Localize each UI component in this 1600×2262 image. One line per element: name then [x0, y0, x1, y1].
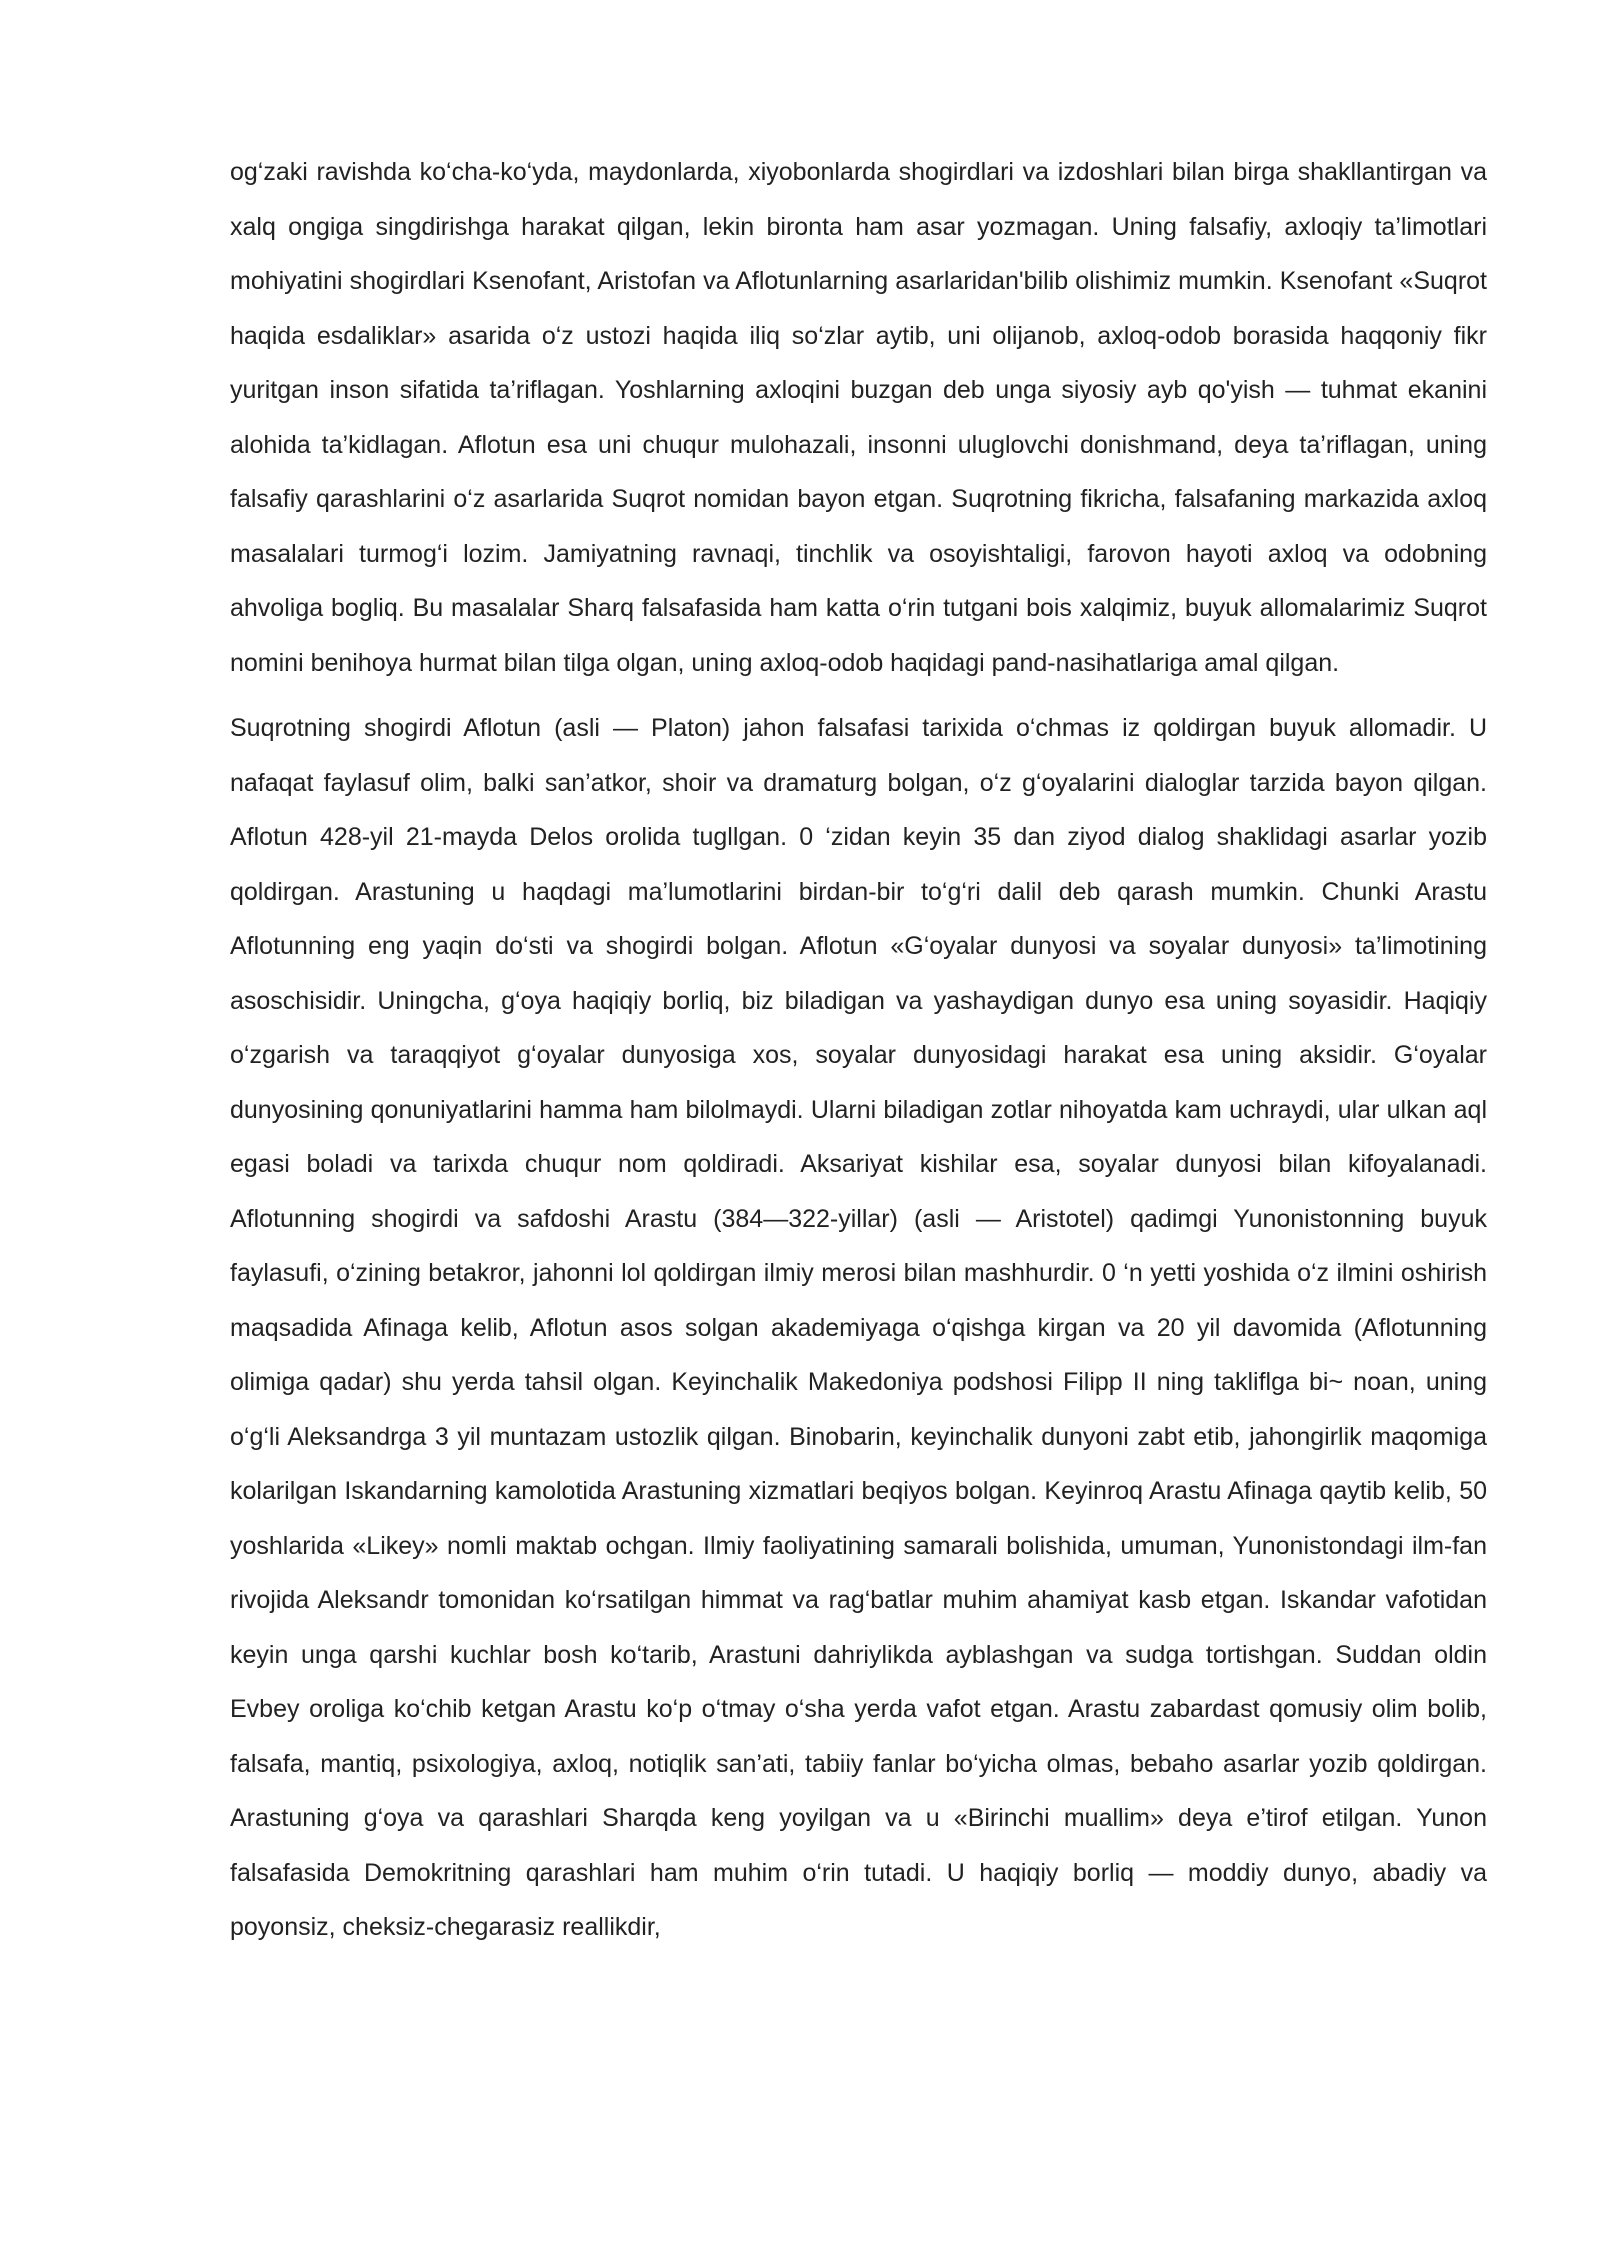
paragraph-aflotun-arastu: Suqrotning shogirdi Aflotun (asli — Platon) jahon falsafasi tarixida o‘chmas iz qoldirgan buyuk allomadir. U nafaqat faylasuf olim, balki san’atkor, shoir va dramaturg bolgan, o‘z g‘oyalarini dialoglar tarzida bayon qilgan. Aflotun 428-yil 21-mayda Delos orolida tugllgan. 0 ‘zidan keyin 35 dan ziyod dialog shaklidagi asarlar yozib qoldirgan. Arastuning u haqdagi ma’lumotlarini birdan-bir to‘g‘ri dalil deb qarash mumkin. Chunki Arastu Aflotunning eng yaqin do‘sti va shogirdi bolgan. Aflotun «G‘oyalar dunyosi va soyalar dunyosi» ta’limotining asoschisidir. Uningcha, g‘oya haqiqiy borliq, biz biladigan va yashaydigan dunyo esa uning soyasidir. Haqiqiy o‘zgarish va taraqqiyot g‘oyalar dunyosiga xos, soyalar dunyosidagi harakat esa uning aksidir. G‘oyalar dunyosining qonuniyatlarini hamma ham bilolmaydi. Ularni biladigan zotlar nihoyatda kam uchraydi, ular ulkan aql egasi boladi va tarixda chuqur nom qoldiradi. Aksariyat kishilar esa, soyalar dunyosi bilan kifoyalanadi. Aflotunning shogirdi va safdoshi Arastu (384—322-yillar) (asli — Aristotel) qadimgi Yunonistonning buyuk faylasufi, o‘zining betakror, jahonni lol qoldirgan ilmiy merosi bilan mashhurdir. 0 ‘n yetti yoshida o‘z ilmini oshirish maqsadida Afinaga kelib, Aflotun asos solgan akademiyaga o‘qishga kirgan va 20 yil davomida (Aflotunning olimiga qadar) shu yerda tahsil olgan. Keyinchalik Makedoniya podshosi Filipp II ning takliflga bi~ noan, uning o‘g‘li Aleksandrga 3 yil muntazam ustozlik qilgan. Binobarin, keyinchalik dunyoni zabt etib, jahongirlik maqomiga kolarilgan Iskandarning kamolotida Arastuning xizmatlari beqiyos bolgan. Keyinroq Arastu Afinaga qaytib kelib, 50 yoshlarida «Likey» nomli maktab ochgan. Ilmiy faoliyatining samarali bolishida, umuman, Yunonistondagi ilm-fan rivojida Aleksandr tomonidan ko‘rsatilgan himmat va rag‘batlar muhim ahamiyat kasb etgan. Iskandar vafotidan keyin unga qarshi kuchlar bosh ko‘tarib, Arastuni dahriylikda ayblashgan va sudga tortishgan. Suddan oldin Evbey oroliga ko‘chib ketgan Arastu ko‘p o‘tmay o‘sha yerda vafot etgan. Arastu zabardast qomusiy olim bolib, falsafa, mantiq, psixologiya, axloq, notiqlik san’ati, tabiiy fanlar bo‘yicha olmas, bebaho asarlar yozib qoldirgan. Arastuning g‘oya va qarashlari Sharqda keng yoyilgan va u «Birinchi muallim» deya e’tirof etilgan. Yunon falsafasida Demokritning qarashlari ham muhim o‘rin tutadi. U haqiqiy borliq — moddiy dunyo, abadiy va poyonsiz, cheksiz-chegarasiz reallikdir,: [230, 714, 1487, 1941]
document-body: [230, 145, 1487, 1955]
paragraph-suqrot-teachings: og‘zaki ravishda ko‘cha-ko‘yda, maydonlarda, xiyobonlarda shogirdlari va izdoshlari bilan birga shakllantirgan va xalq ongiga singdirishga harakat qilgan, lekin bironta ham asar yozmagan. Uning falsafiy, axloqiy ta’limotlari mohiyatini shogirdlari Ksenofant, Aristofan va Aflotunlarning asarlaridan'bilib olishimiz mumkin. Ksenofant «Suqrot haqida esdaliklar» asarida o‘z ustozi haqida iliq so‘zlar aytib, uni olijanob, axloq-odob borasida haqqoniy fikr yuritgan inson sifatida ta’riflagan. Yoshlarning axloqini buzgan deb unga siyosiy ayb qo'yish — tuhmat ekanini alohida ta’kidlagan. Aflotun esa uni chuqur mulohazali, insonni uluglovchi donishmand, deya ta’riflagan, uning falsafiy qarashlarini o‘z asarlarida Suqrot nomidan bayon etgan. Suqrotning fikricha, falsafaning markazida axloq masalalari turmog‘i lozim. Jamiyatning ravnaqi, tinchlik va osoyishtaligi, farovon hayoti axloq va odobning ahvoliga bogliq. Bu masalalar Sharq falsafasida ham katta o‘rin tutgani bois xalqimiz, buyuk allomalarimiz Suqrot nomini benihoya hurmat bilan tilga olgan, uning axloq-odob haqidagi pand-nasihatlariga amal qilgan.: [230, 158, 1487, 677]
